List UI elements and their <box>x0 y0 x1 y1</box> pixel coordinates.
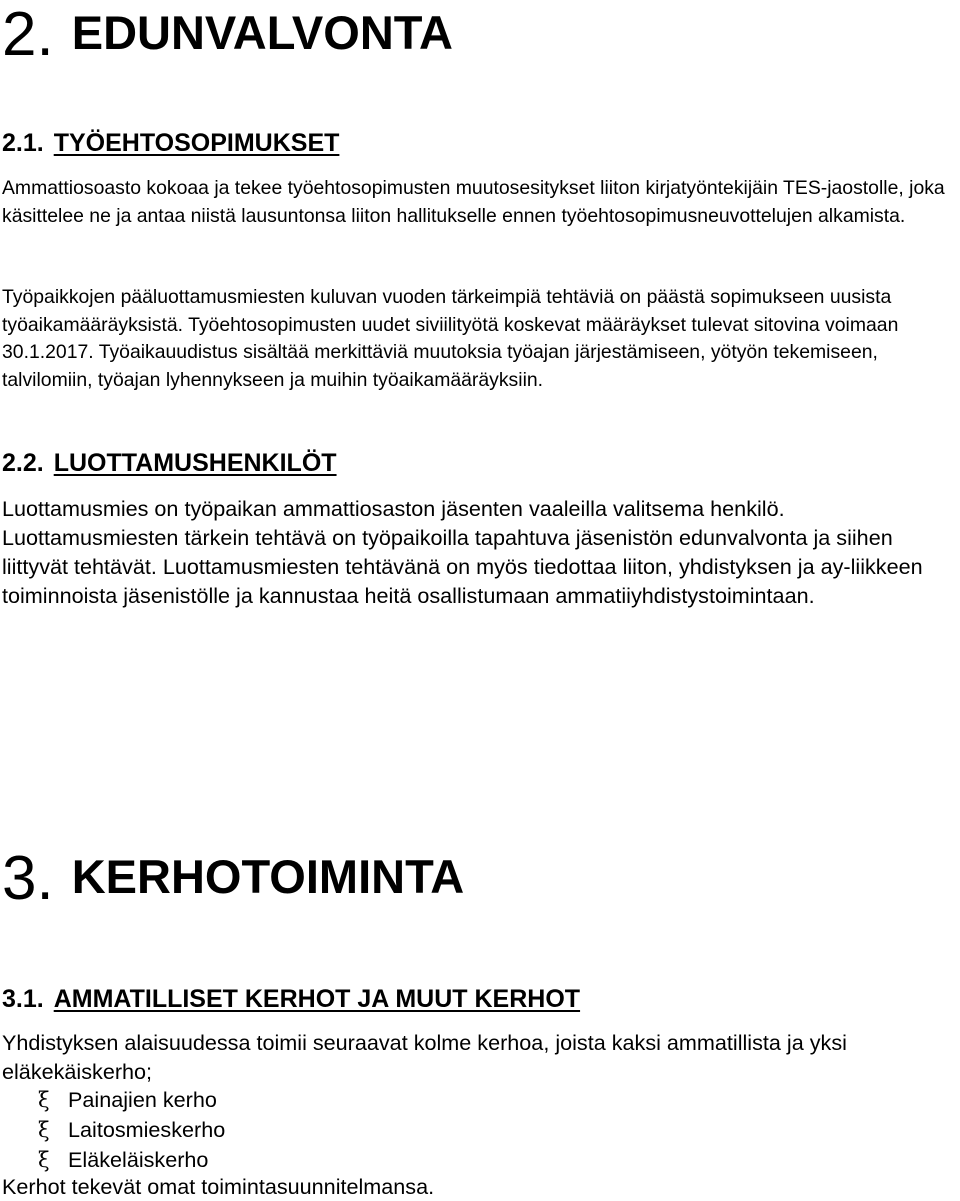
section-3-heading <box>2 844 465 913</box>
xi-bullet-icon: ξ <box>38 1088 50 1112</box>
subsection-2-2-number: 2.2. <box>2 449 44 477</box>
subsection-2-2-title: LUOTTAMUSHENKILÖT <box>53 449 337 477</box>
xi-bullet-icon: ξ <box>38 1148 50 1172</box>
list-item <box>2 1085 225 1115</box>
list-item <box>2 1115 225 1145</box>
paragraph-working-time: Työpaikkojen pääluottamusmiesten kuluvan vuoden tärkeimpiä tehtäviä on päästä sopimukseen uusista työaikamääräyksistä. Työehtosopimusten uudet siviilityötä koskevat määräykset tulevat sitovina voimaan 30.1.2017. Työaikauudistus sisältää merkittäviä muutoksia työajan järjestämiseen, yötyön tekemiseen, talvilomiin, työajan lyhennykseen ja muihin työaikamääräyksiin. <box>2 286 899 391</box>
paragraph-shop-stewards: Luottamusmies on työpaikan ammattiosaston jäsenten vaaleilla valitsema henkilö. Luottamusmiesten tärkein tehtävä on työpaikoilla tapahtuva jäsenistön edunvalvonta ja siihen liittyvät tehtävät. Luottamusmiesten tehtävänä on myös tiedottaa liiton, yhdistyksen ja ay-liikkeen toiminnoista jäsenistölle ja kannustaa heitä osallistumaan ammatiiyhdistystoimintaan. <box>2 496 923 608</box>
club-name: Laitosmieskerho <box>68 1117 226 1142</box>
paragraph-clubs-intro: Yhdistyksen alaisuudessa toimii seuraavat kolme kerhoa, joista kaksi ammatillista ja yksi eläkekäiskerho; <box>2 1030 847 1084</box>
subsection-3-1-number: 3.1. <box>2 985 44 1013</box>
paragraph-tes-proposals: Ammattiosoasto kokoaa ja tekee työehtosopimusten muutosesitykset liiton kirjatyöntekijäin TES-jaostolle, joka käsittelee ne ja antaa niistä lausuntonsa liiton hallitukselle ennen työehtosopimusneuvottelujen alkamista. <box>2 177 945 227</box>
section-3-title: KERHOTOIMINTA <box>71 850 465 903</box>
subsection-2-1-heading <box>2 131 339 156</box>
subsection-2-1-number: 2.1. <box>2 129 44 157</box>
list-item <box>2 1145 225 1175</box>
section-2-title: EDUNVALVONTA <box>71 6 453 59</box>
club-name: Eläkeläiskerho <box>68 1147 209 1172</box>
section-2-heading <box>2 0 453 69</box>
subsection-3-1-heading <box>2 987 580 1012</box>
subsection-3-1-title: AMMATILLISET KERHOT JA MUUT KERHOT <box>53 985 581 1013</box>
section-3-number: 3. <box>2 844 54 913</box>
club-list <box>2 1085 225 1175</box>
subsection-2-1-title: TYÖEHTOSOPIMUKSET <box>53 129 340 157</box>
section-2-number: 2. <box>2 0 54 69</box>
club-name: Painajien kerho <box>68 1087 217 1112</box>
xi-bullet-icon: ξ <box>38 1118 50 1142</box>
paragraph-clubs-outro: Kerhot tekevät omat toimintasuunnitelmansa. <box>2 1174 435 1199</box>
subsection-2-2-heading <box>2 451 337 476</box>
